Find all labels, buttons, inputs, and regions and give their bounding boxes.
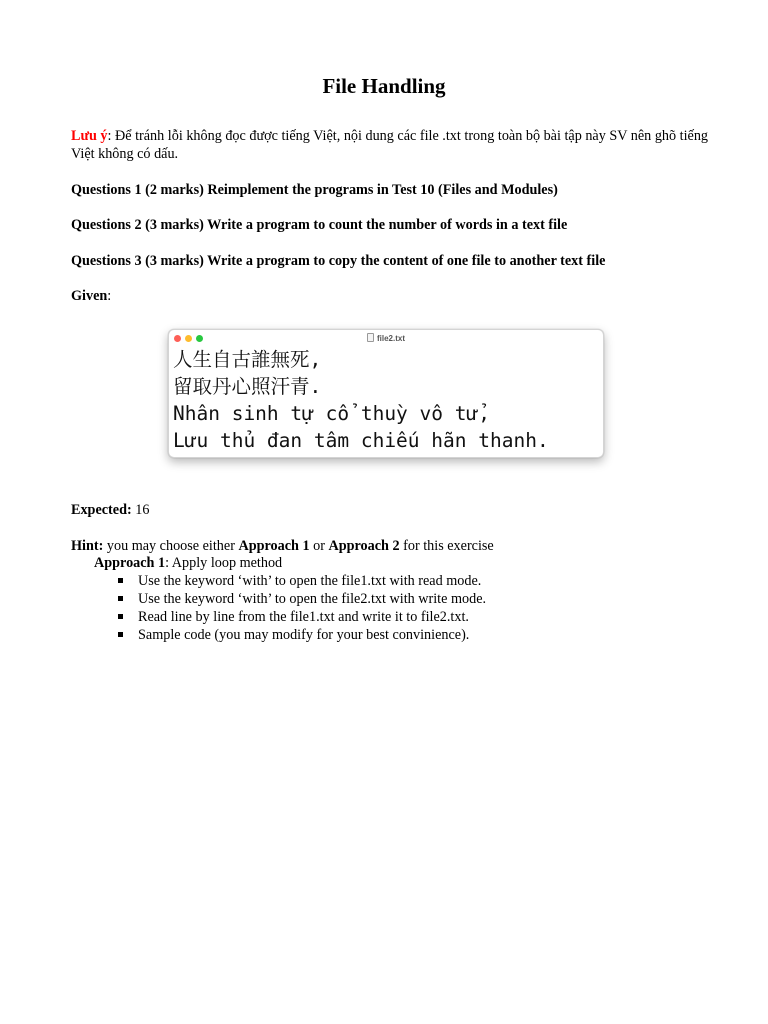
note-text: : Để tránh lỗi không đọc được tiếng Việt, nội dung các file .txt trong toàn bộ bài tập này SV nên ghõ tiếng Việt không có dấu. bbox=[71, 128, 709, 162]
filename-text: file2.txt bbox=[376, 334, 405, 343]
window-titlebar bbox=[169, 330, 603, 346]
file-window-screenshot bbox=[168, 329, 604, 458]
approach-1-text: : Apply loop method bbox=[165, 555, 283, 571]
list-item bbox=[116, 590, 716, 608]
approach-1-heading bbox=[94, 554, 282, 572]
question-3: Questions 3 (3 marks) Write a program to copy the content of one file to another text file bbox=[71, 253, 606, 269]
file-line: Lưu thủ đan tâm chiếu hãn thanh. bbox=[173, 429, 549, 452]
list-item bbox=[116, 608, 716, 626]
approach-1-steps bbox=[116, 572, 716, 644]
note-paragraph bbox=[71, 127, 711, 163]
hint-label: Hint: bbox=[71, 538, 104, 554]
page-title: File Handling bbox=[322, 74, 446, 98]
approach-2-ref: Approach 2 bbox=[328, 538, 400, 554]
list-item-text: Use the keyword ‘with’ to open the file2.txt with write mode. bbox=[138, 591, 487, 607]
given-line bbox=[71, 287, 711, 305]
hint-text: for this exercise bbox=[399, 538, 494, 554]
window-filename bbox=[169, 333, 603, 343]
list-item-text: Use the keyword ‘with’ to open the file1.txt with read mode. bbox=[138, 573, 482, 589]
question-1: Questions 1 (2 marks) Reimplement the programs in Test 10 (Files and Modules) bbox=[71, 182, 558, 198]
bullet-square-icon bbox=[118, 596, 123, 601]
document-icon bbox=[367, 333, 374, 342]
question-2: Questions 2 (3 marks) Write a program to count the number of words in a text file bbox=[71, 217, 568, 233]
hint-line bbox=[71, 537, 711, 555]
file-line: 留取丹心照汗青. bbox=[173, 375, 322, 398]
hint-text: you may choose either bbox=[103, 538, 239, 554]
list-item bbox=[116, 626, 716, 644]
list-item bbox=[116, 572, 716, 590]
note-label: Lưu ý bbox=[71, 128, 108, 144]
expected-line bbox=[71, 501, 711, 519]
approach-1-label: Approach 1 bbox=[94, 555, 166, 571]
expected-value: 16 bbox=[131, 502, 150, 518]
file-content bbox=[173, 346, 549, 454]
given-suffix: : bbox=[107, 288, 112, 304]
bullet-square-icon bbox=[118, 578, 123, 583]
file-line: 人生自古誰無死, bbox=[173, 348, 322, 371]
bullet-square-icon bbox=[118, 632, 123, 637]
expected-label: Expected: bbox=[71, 502, 132, 518]
list-item-text: Read line by line from the file1.txt and write it to file2.txt. bbox=[138, 609, 469, 625]
list-item-text: Sample code (you may modify for your best convinience). bbox=[138, 627, 470, 643]
given-label: Given bbox=[71, 288, 108, 304]
file-line: Nhân sinh tự cổ thuỳ vô tử, bbox=[173, 402, 490, 425]
bullet-square-icon bbox=[118, 614, 123, 619]
approach-1-ref: Approach 1 bbox=[238, 538, 310, 554]
hint-text: or bbox=[309, 538, 329, 554]
